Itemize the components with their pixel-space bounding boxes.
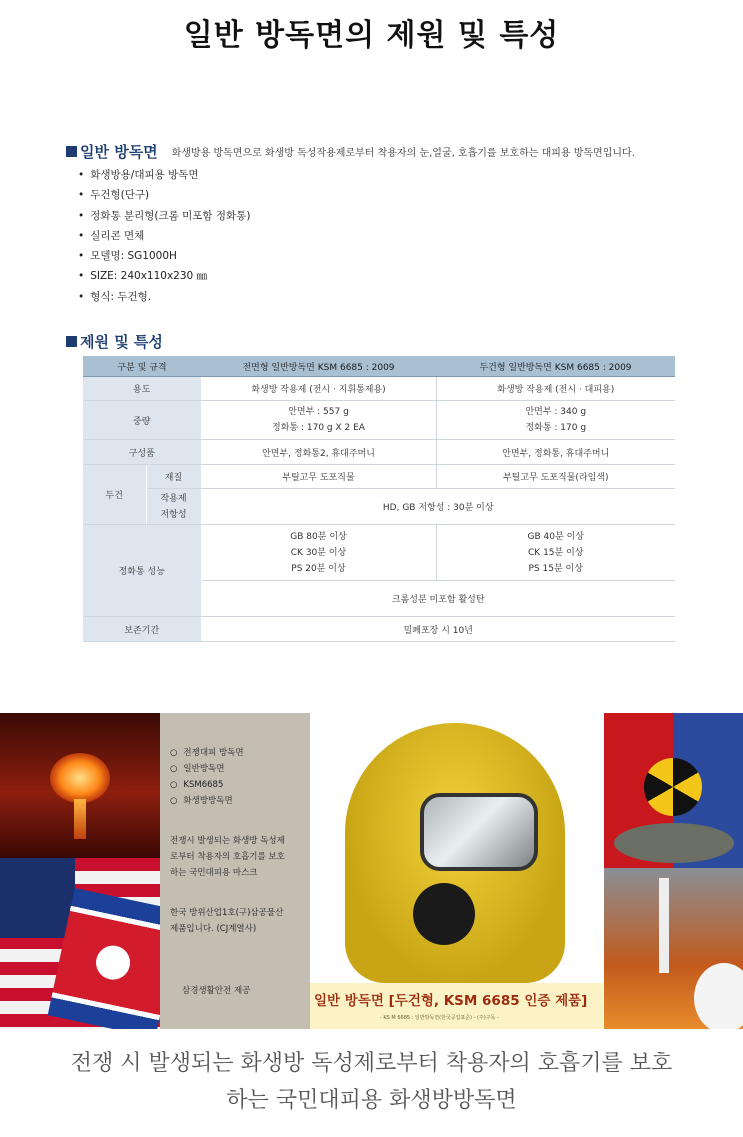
cell-line: GB 40분 이상 [527,531,584,542]
table-cell: HD, GB 저항성 : 30분 이상 [201,489,675,525]
header-cell: 구분 및 규격 [83,356,201,377]
bottom-caption [0,1045,743,1119]
cell-line: PS 15분 이상 [528,563,583,574]
cell-line: 안면부 : 557 g [288,407,349,417]
radiation-icon [644,758,702,816]
table-row [83,617,675,642]
row-label: 두건 [83,465,146,525]
row-label: 용도 [83,377,201,401]
table-cell [201,401,436,440]
table-cell: 크롬성분 미포함 활성탄 [201,581,675,617]
table-cell: 화생방 작용제 (전시 · 대피용) [436,377,675,401]
list-item: • SIZE: 240x110x230 ㎜ [78,266,250,286]
war-image-panel [0,713,160,1029]
conflict-image-panel [604,713,743,1029]
table-row [83,489,675,525]
cell-line: CK 15분 이상 [528,547,584,558]
table-cell: 밀폐포장 시 10년 [201,617,675,642]
section-heading-general [66,141,635,162]
cell-line: GB 80분 이상 [290,531,347,542]
table-row [83,401,675,440]
row-label: 중량 [83,401,201,440]
panel-credit: 삼경생활안전 제공 [182,986,251,996]
table-cell: 안면부, 정화통2, 휴대주머니 [201,440,436,465]
yellow-hood [345,723,565,983]
banner-title: 일반 방독면 [두건형, KSM 6685 인증 제품] [314,993,588,1009]
product-banner [310,983,603,1029]
table-cell [436,525,675,581]
cell-line: PS 20분 이상 [291,563,346,574]
text-line: 전쟁시 발생되는 화생방 독성제 [170,836,285,846]
table-cell: 부틸고무 도포직물 [201,465,436,489]
sub-label: 재질 [146,465,201,489]
table-row [83,440,675,465]
flag-emblem [93,942,133,982]
sub-label [146,489,201,525]
panel-description [170,833,285,881]
product-info-panel [160,713,310,1029]
text-line: 하는 국민대피용 마스크 [170,868,258,878]
table-cell: 부틸고무 도포직물(라임색) [436,465,675,489]
table-row [83,377,675,401]
row-label: 정화통 성능 [83,525,201,617]
us-flag-canton [0,858,75,938]
header-cell: 두건형 일반방독면 KSM 6685 : 2009 [436,356,675,377]
list-item: • 모델명: SG1000H [78,246,250,266]
cell-line: 정화통 : 170 g [525,423,587,433]
list-item: • 형식: 두건형. [78,287,250,307]
section-title: 제원 및 특성 [80,333,163,351]
flags-image [0,858,160,1029]
filter-canister-icon [413,883,475,945]
list-item: ○ 일반방독면 [170,761,244,777]
square-bullet-icon [66,336,77,347]
caption-line: 전쟁 시 발생되는 화생방 독성제로부터 착용자의 호흡기를 보호 [70,1051,673,1076]
list-item: ○ 전쟁대피 방독면 [170,745,244,761]
square-bullet-icon [66,146,77,157]
panel-maker [170,905,283,937]
table-cell [436,401,675,440]
text-line: 로부터 착용자의 호흡기를 보호 [170,852,285,862]
list-item: • 정화통 분리형(크롬 미포함 정화통) [78,206,250,226]
table-row [83,465,675,489]
spec-table [83,356,675,642]
cell-line: 정화통 : 170 g X 2 EA [272,423,365,433]
text-line: 제품입니다. (CJ계열사) [170,924,257,934]
cell-line: 작용제 [160,493,187,504]
cell-line: 저항성 [160,509,187,520]
crater-image [614,823,734,863]
table-cell [201,525,436,581]
table-cell: 안면부, 정화통, 휴대주머니 [436,440,675,465]
gas-mask-image [310,713,603,1029]
row-label: 구성품 [83,440,201,465]
feature-list [78,165,250,307]
flags-radiation-image [604,713,743,868]
missile-launch-image [604,868,743,1029]
visor-icon [420,793,538,871]
table-row [83,525,675,581]
caption-line: 하는 국민대피용 화생방방독면 [226,1088,517,1113]
list-item: ○ KSM6685 [170,777,244,793]
section-title: 일반 방독면 [80,143,158,161]
list-item: • 두건형(단구) [78,185,250,205]
section-heading-spec [66,331,163,352]
option-list [170,745,244,809]
page-title: 일반 방독면의 제원 및 특성 [183,18,560,53]
banner-subtitle: - KS M 6685 : 일반방독면(한국공업표준) - (주)구독 - [380,1015,499,1021]
list-item: • 실리콘 면체 [78,226,250,246]
mushroom-cloud-image [0,713,160,858]
table-cell: 화생방 작용제 (전시 · 지휘통제용) [201,377,436,401]
list-item: ○ 화생방방독면 [170,793,244,809]
section-description: 화생방용 방독면으로 화생방 독성작용제로부터 착용자의 눈,얼굴, 호흡기를 보호하는 대피용 방독면입니다. [171,148,635,159]
explosion-icon [50,753,110,803]
list-item: • 화생방용/대피용 방독면 [78,165,250,185]
table-header-row [83,356,675,377]
header-cell: 전면형 일반방독면 KSM 6685 : 2009 [201,356,436,377]
cell-line: 안면부 : 340 g [525,407,587,417]
cell-line: CK 30분 이상 [290,547,347,558]
text-line: 한국 방위산업1호(구)삼공물산 [170,908,284,918]
missile-icon [659,878,669,973]
explosion-stem [74,799,86,839]
korea-flag [694,963,743,1029]
row-label: 보존기간 [83,617,201,642]
